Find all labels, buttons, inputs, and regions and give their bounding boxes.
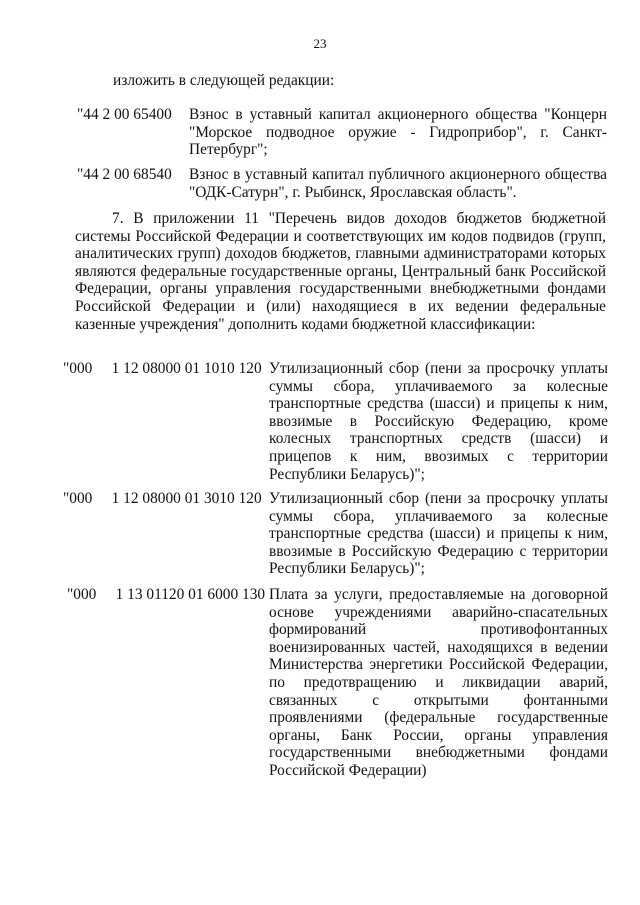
amendment-paragraph: 7. В приложении 11 "Перечень видов доходов бюджетов бюджетной системы Российской Федерации и соответствующих им кодов подвидов (групп, аналитических групп) доходов бюджетов, главными администраторами которых являются федеральные государственные органы, Центральный банк Российской Федерации, органы управления государственными внебюджетными фондами Российской Федерации и (или) находящиеся в их ведении федеральные казенные учреждения" дополнить кодами бюджетной классификации: (75, 210, 606, 333)
classification-code-description: Утилизационный сбор (пени за просрочку уплаты суммы сбора, уплачиваемого за колесные транспортные средства (шасси) и прицепы к ним, ввозимые в Российскую Федерацию с территории Республики Беларусь)"; (269, 490, 608, 578)
classification-code-description: Плата за услуги, предоставляемые на договорной основе учреждениями аварийно-спасательных формирований противофонтанных военизированных частей, находящихся в ведении Министерства энергетики Российской Федерации, по предотвращению и ликвидации аварий, связанных с открытыми фонтанными проявлениями (федеральные государственные органы, Банк России, органы управления государственными внебюджетными фондами Российской Федерации) (269, 586, 608, 779)
classification-code-description: Утилизационный сбор (пени за просрочку уплаты суммы сбора, уплачиваемого за колесные транспортные средства (шасси) и прицепы к ним, ввозимые в Российскую Федерацию, кроме колесных транспортных средств (шасси) и прицепов к ним, ввозимых с территории Республики Беларусь)"; (269, 360, 608, 483)
budget-code-description: Взнос в уставный капитал публичного акционерного общества "ОДК-Сатурн", г. Рыбинск, Ярославская область". (189, 166, 607, 201)
budget-code-description: Взнос в уставный капитал акционерного общества "Концерн "Морское подводное оружие - Гидроприбор", г. Санкт-Петербург"; (189, 106, 607, 159)
budget-code: "44 2 00 65400 (77, 106, 172, 123)
intro-text: изложить в следующей редакции: (113, 72, 335, 89)
classification-code: "000 1 12 08000 01 1010 120 (63, 360, 262, 377)
classification-code: "000 1 13 01120 01 6000 130 (67, 586, 266, 603)
classification-code: "000 1 12 08000 01 3010 120 (63, 490, 262, 507)
page-number: 23 (313, 36, 327, 51)
budget-code: "44 2 00 68540 (77, 166, 172, 183)
